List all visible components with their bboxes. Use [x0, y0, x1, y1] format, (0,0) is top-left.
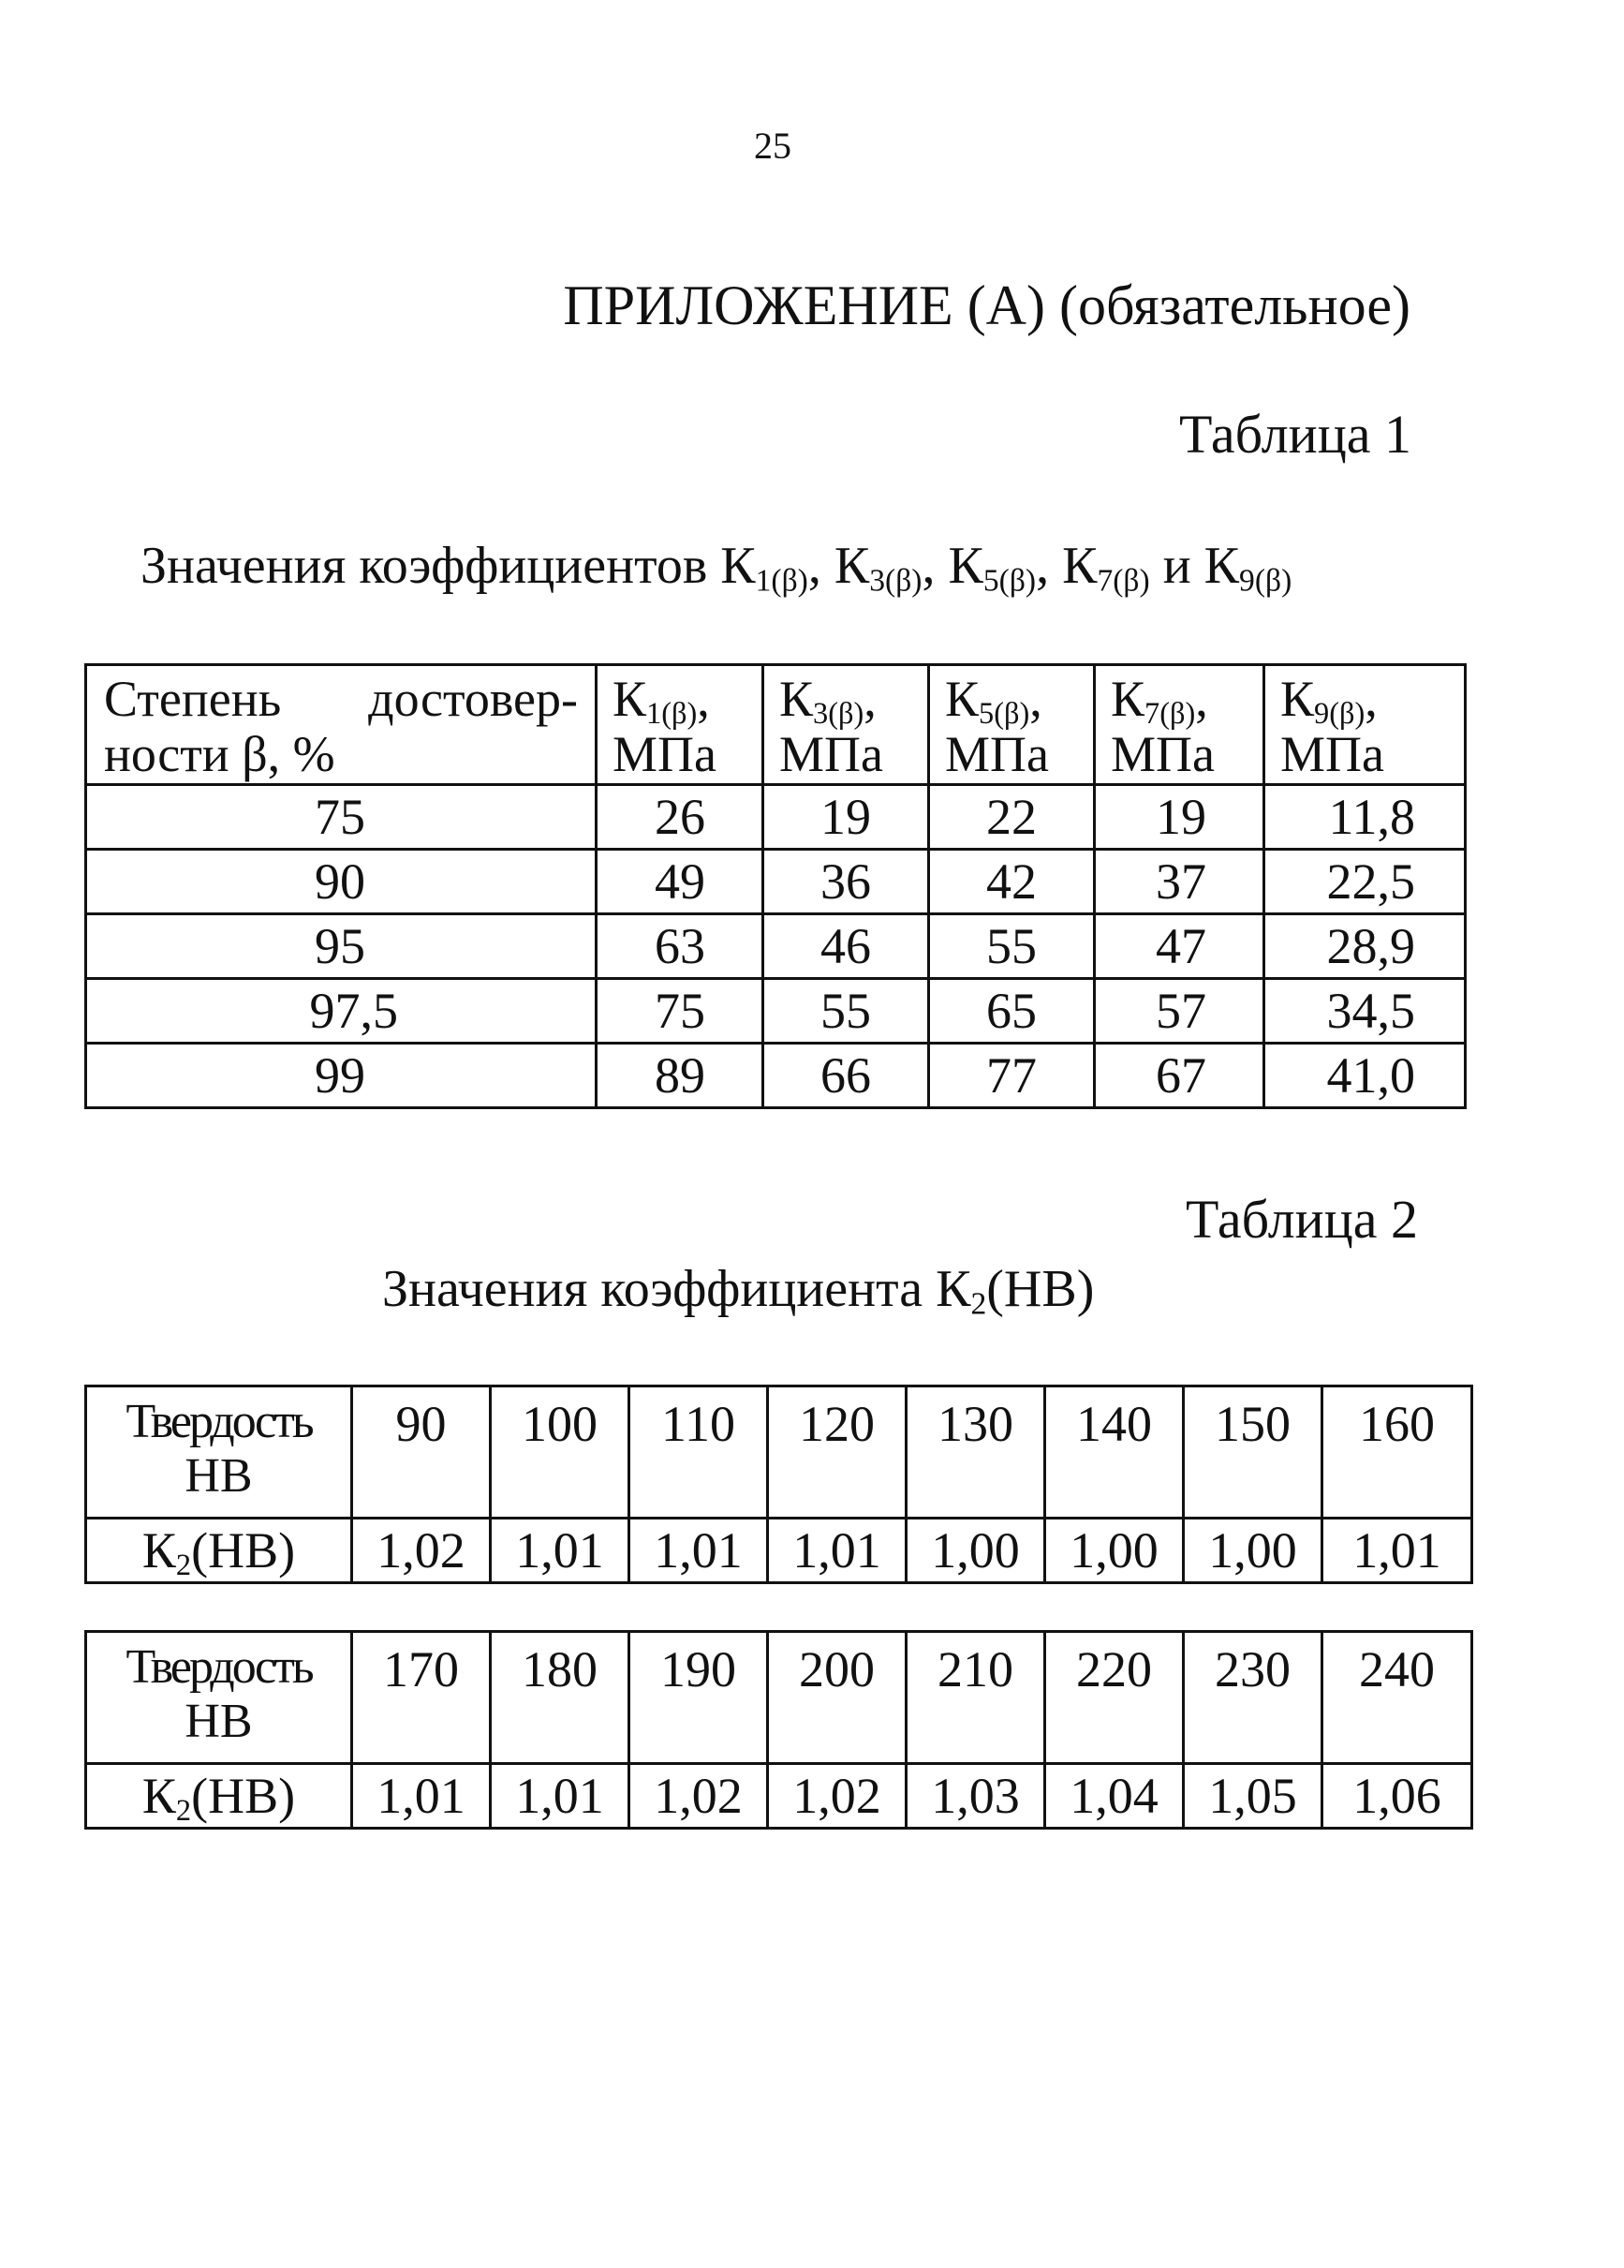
table-cell: 55 [929, 913, 1095, 978]
k2-value: 1,01 [352, 1764, 491, 1829]
hardness-row [86, 1632, 1472, 1764]
hardness-value: 150 [1184, 1386, 1322, 1519]
table-cell: 46 [763, 913, 929, 978]
table-cell: 41,0 [1264, 1043, 1466, 1107]
hardness-value: 100 [491, 1386, 629, 1519]
k2-value: 1,01 [1322, 1519, 1472, 1583]
header-k3: $К_{3(\beta)}$, МПа [763, 665, 929, 785]
caption-coef-3: $К_{3(\beta)}$, [834, 537, 949, 599]
hardness-row [86, 1386, 1472, 1519]
table-cell: 28,9 [1264, 913, 1466, 978]
k2-value: 1,05 [1184, 1764, 1322, 1829]
table-cell: 19 [1095, 784, 1264, 849]
table-cell: 65 [929, 978, 1095, 1043]
table-cell: 95 [86, 913, 597, 978]
page-number: 25 [754, 125, 791, 167]
table-cell: 49 [597, 849, 763, 913]
table-cell: 97,5 [86, 978, 597, 1043]
table-cell: 57 [1095, 978, 1264, 1043]
table-cell: 19 [763, 784, 929, 849]
table-cell: 42 [929, 849, 1095, 913]
hardness-label: Твердость НВ [86, 1386, 352, 1519]
hardness-value: 90 [352, 1386, 491, 1519]
table-cell: 22,5 [1264, 849, 1466, 913]
table-cell: 55 [763, 978, 929, 1043]
hardness-table-part-2 [84, 1630, 1473, 1830]
table-cell: 77 [929, 1043, 1095, 1107]
header-k9: $К_{9(\beta)}$, МПа [1264, 665, 1466, 785]
table1-caption-prefix: Значения коэффициентов [140, 537, 721, 595]
header-k5: $К_{5(\beta)}$, МПа [929, 665, 1095, 785]
hardness-value: 120 [768, 1386, 907, 1519]
caption-coef-7: $К_{7(\beta)}$ и [1062, 537, 1204, 599]
hardness-value: 110 [629, 1386, 768, 1519]
table-cell: 67 [1095, 1043, 1264, 1107]
header-reliability-degree: Степень достовер- ности β, % [86, 665, 597, 785]
k2-value: 1,00 [1045, 1519, 1184, 1583]
hardness-value: 180 [491, 1632, 629, 1764]
appendix-title: ПРИЛОЖЕНИЕ (А) (обязательное) [563, 274, 1410, 336]
table2-caption: Значения коэффициента $К_2(НВ)$ [382, 1260, 1095, 1322]
hardness-value: 140 [1045, 1386, 1184, 1519]
hardness-value: 130 [907, 1386, 1045, 1519]
table-cell: 66 [763, 1043, 929, 1107]
table2-label: Таблица 2 [1185, 1189, 1418, 1250]
hardness-table-part-1 [84, 1385, 1473, 1584]
k2-value: 1,00 [907, 1519, 1045, 1583]
table-cell: 22 [929, 784, 1095, 849]
k2-value: 1,04 [1045, 1764, 1184, 1829]
table-cell: 75 [86, 784, 597, 849]
k2-label: $К_2(НВ)$ [86, 1764, 352, 1829]
k2-value: 1,02 [352, 1519, 491, 1583]
table1-caption [140, 536, 1292, 599]
hardness-value: 170 [352, 1632, 491, 1764]
k2-value: 1,01 [491, 1764, 629, 1829]
table1-label: Таблица 1 [1178, 404, 1411, 465]
hardness-value: 240 [1322, 1632, 1472, 1764]
k2-value: 1,01 [491, 1519, 629, 1583]
hardness-value: 200 [768, 1632, 907, 1764]
table-cell: 63 [597, 913, 763, 978]
table-cell: 34,5 [1264, 978, 1466, 1043]
table1-header-row [86, 665, 1466, 785]
k2-value: 1,01 [629, 1519, 768, 1583]
hardness-value: 230 [1184, 1632, 1322, 1764]
k2-value: 1,06 [1322, 1764, 1472, 1829]
k2-value: 1,00 [1184, 1519, 1322, 1583]
header-k7: $К_{7(\beta)}$, МПа [1095, 665, 1264, 785]
table-cell: 36 [763, 849, 929, 913]
table-row [86, 978, 1466, 1043]
k2-value: 1,02 [768, 1764, 907, 1829]
table-cell: 99 [86, 1043, 597, 1107]
k2-row [86, 1519, 1472, 1583]
hardness-value: 160 [1322, 1386, 1472, 1519]
k2-value: 1,03 [907, 1764, 1045, 1829]
caption-coef-9: $К_{9(\beta)}$ [1203, 537, 1292, 599]
table-cell: 75 [597, 978, 763, 1043]
table-cell: 47 [1095, 913, 1264, 978]
hardness-value: 190 [629, 1632, 768, 1764]
table-row [86, 1043, 1466, 1107]
hardness-value: 220 [1045, 1632, 1184, 1764]
k2-row [86, 1764, 1472, 1829]
table-cell: 90 [86, 849, 597, 913]
hardness-value: 210 [907, 1632, 1045, 1764]
k2-label: $К_2(НВ)$ [86, 1519, 352, 1583]
k2-value: 1,02 [629, 1764, 768, 1829]
header-k1: $К_{1(\beta)}$, МПа [597, 665, 763, 785]
table-row [86, 849, 1466, 913]
table-row [86, 784, 1466, 849]
table-cell: 26 [597, 784, 763, 849]
k2-value: 1,01 [768, 1519, 907, 1583]
caption-coef-5: $К_{5(\beta)}$, [948, 537, 1063, 599]
table-cell: 37 [1095, 849, 1264, 913]
hardness-label: Твердость НВ [86, 1632, 352, 1764]
caption-coef-1: $К_{1(\beta)}$, [720, 537, 834, 599]
coefficients-table [84, 663, 1467, 1109]
table-cell: 89 [597, 1043, 763, 1107]
table-cell: 11,8 [1264, 784, 1466, 849]
table-row [86, 913, 1466, 978]
